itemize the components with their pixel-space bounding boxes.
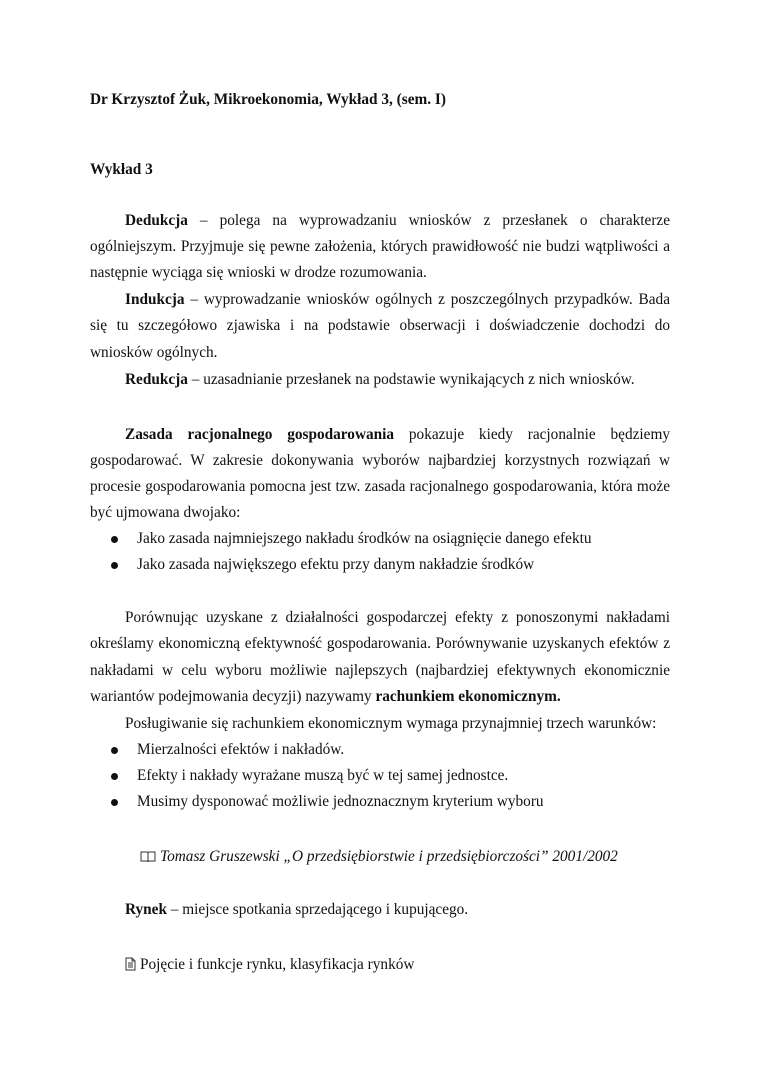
- list-item: Jako zasada najmniejszego nakładu środków na osiągnięcie danego efektu: [137, 530, 592, 547]
- text-line: procesie gospodarowania pomocna jest tzw. zasada racjonalnego gospodarowania, która może: [90, 478, 670, 495]
- bullet-icon: [111, 799, 118, 806]
- text: – wyprowadzanie wniosków ogólnych z poszczególnych przypadków. Bada: [184, 291, 670, 308]
- citation-text: Tomasz Gruszewski „O przedsiębiorstwie i przedsiębiorczości” 2001/2002: [160, 848, 618, 865]
- document-icon: [125, 957, 136, 977]
- text-line: ogólniejszym. Przyjmuje się pewne założenia, których prawidłowość nie budzi wątpliwości a: [90, 238, 670, 255]
- text-line: Porównując uzyskane z działalności gospodarczej efekty z ponoszonymi nakładami: [125, 609, 670, 626]
- bullet-icon: [111, 536, 118, 543]
- bullet-icon: [111, 562, 118, 569]
- list-item: Mierzalności efektów i nakładów.: [137, 741, 345, 758]
- text: – polega na wyprowadzaniu wniosków z przesłanek o charakterze: [187, 212, 670, 229]
- text-line: nakładami w celu wyboru możliwie najlepszych (najbardziej efektywnych ekonomicznie: [90, 662, 670, 679]
- term: Rynek: [125, 901, 167, 918]
- text: – uzasadnianie przesłanek na podstawie wynikających z nich wniosków.: [187, 371, 635, 388]
- section-title-text: Wykład 3: [90, 161, 153, 178]
- citation: [140, 847, 618, 867]
- bullet-icon: [111, 747, 118, 754]
- paragraph-redukcja: [125, 370, 635, 390]
- list-item: Musimy dysponować możliwie jednoznacznym kryterium wyboru: [137, 793, 544, 810]
- book-icon: [140, 849, 156, 869]
- text: – miejsce spotkania sprzedającego i kupującego.: [166, 901, 469, 918]
- term: Dedukcja: [125, 212, 188, 229]
- text-line: [90, 687, 670, 707]
- term: rachunkiem ekonomicznym.: [375, 688, 561, 705]
- text-line: [125, 290, 670, 310]
- text-line: się tu szczegółowo zjawiska i na podstawie obserwacji i doświadczenie dochodzi do: [90, 317, 670, 334]
- text-line: [125, 211, 670, 231]
- paragraph-rynek: [125, 900, 468, 920]
- list-item: Efekty i nakłady wyrażane muszą być w tej samej jednostce.: [137, 767, 509, 784]
- term: Indukcja: [125, 291, 185, 308]
- text-line: określamy ekonomiczną efektywność gospodarowania. Porównywanie uzyskanych efektów z: [90, 635, 670, 652]
- bullet-icon: [111, 773, 118, 780]
- list-item: Jako zasada największego efektu przy danym nakładzie środków: [137, 556, 535, 573]
- text-line: być ujmowana dwojako:: [90, 504, 241, 521]
- header-title: Dr Krzysztof Żuk, Mikroekonomia, Wykład 3, (sem. I): [90, 91, 446, 108]
- text-line: [125, 425, 670, 445]
- section-title: [90, 160, 153, 180]
- term: Zasada racjonalnego gospodarowania: [125, 426, 395, 443]
- text: pokazuje kiedy racjonalnie będziemy: [394, 426, 670, 443]
- link-text[interactable]: Pojęcie i funkcje rynku, klasyfikacja rynków: [140, 956, 415, 973]
- text-line: wniosków ogólnych.: [90, 344, 218, 361]
- related-document-link[interactable]: [125, 955, 414, 975]
- term: Redukcja: [125, 371, 188, 388]
- text-line: gospodarować. W zakresie dokonywania wyborów najbardziej korzystnych rozwiązań w: [90, 452, 670, 469]
- document-header: [90, 90, 446, 110]
- text-line: Posługiwanie się rachunkiem ekonomicznym wymaga przynajmniej trzech warunków:: [125, 715, 657, 732]
- text-line: następnie wyciąga się wnioski w drodze rozumowania.: [90, 264, 427, 281]
- text: wariantów podejmowania decyzji) nazywamy: [90, 688, 376, 705]
